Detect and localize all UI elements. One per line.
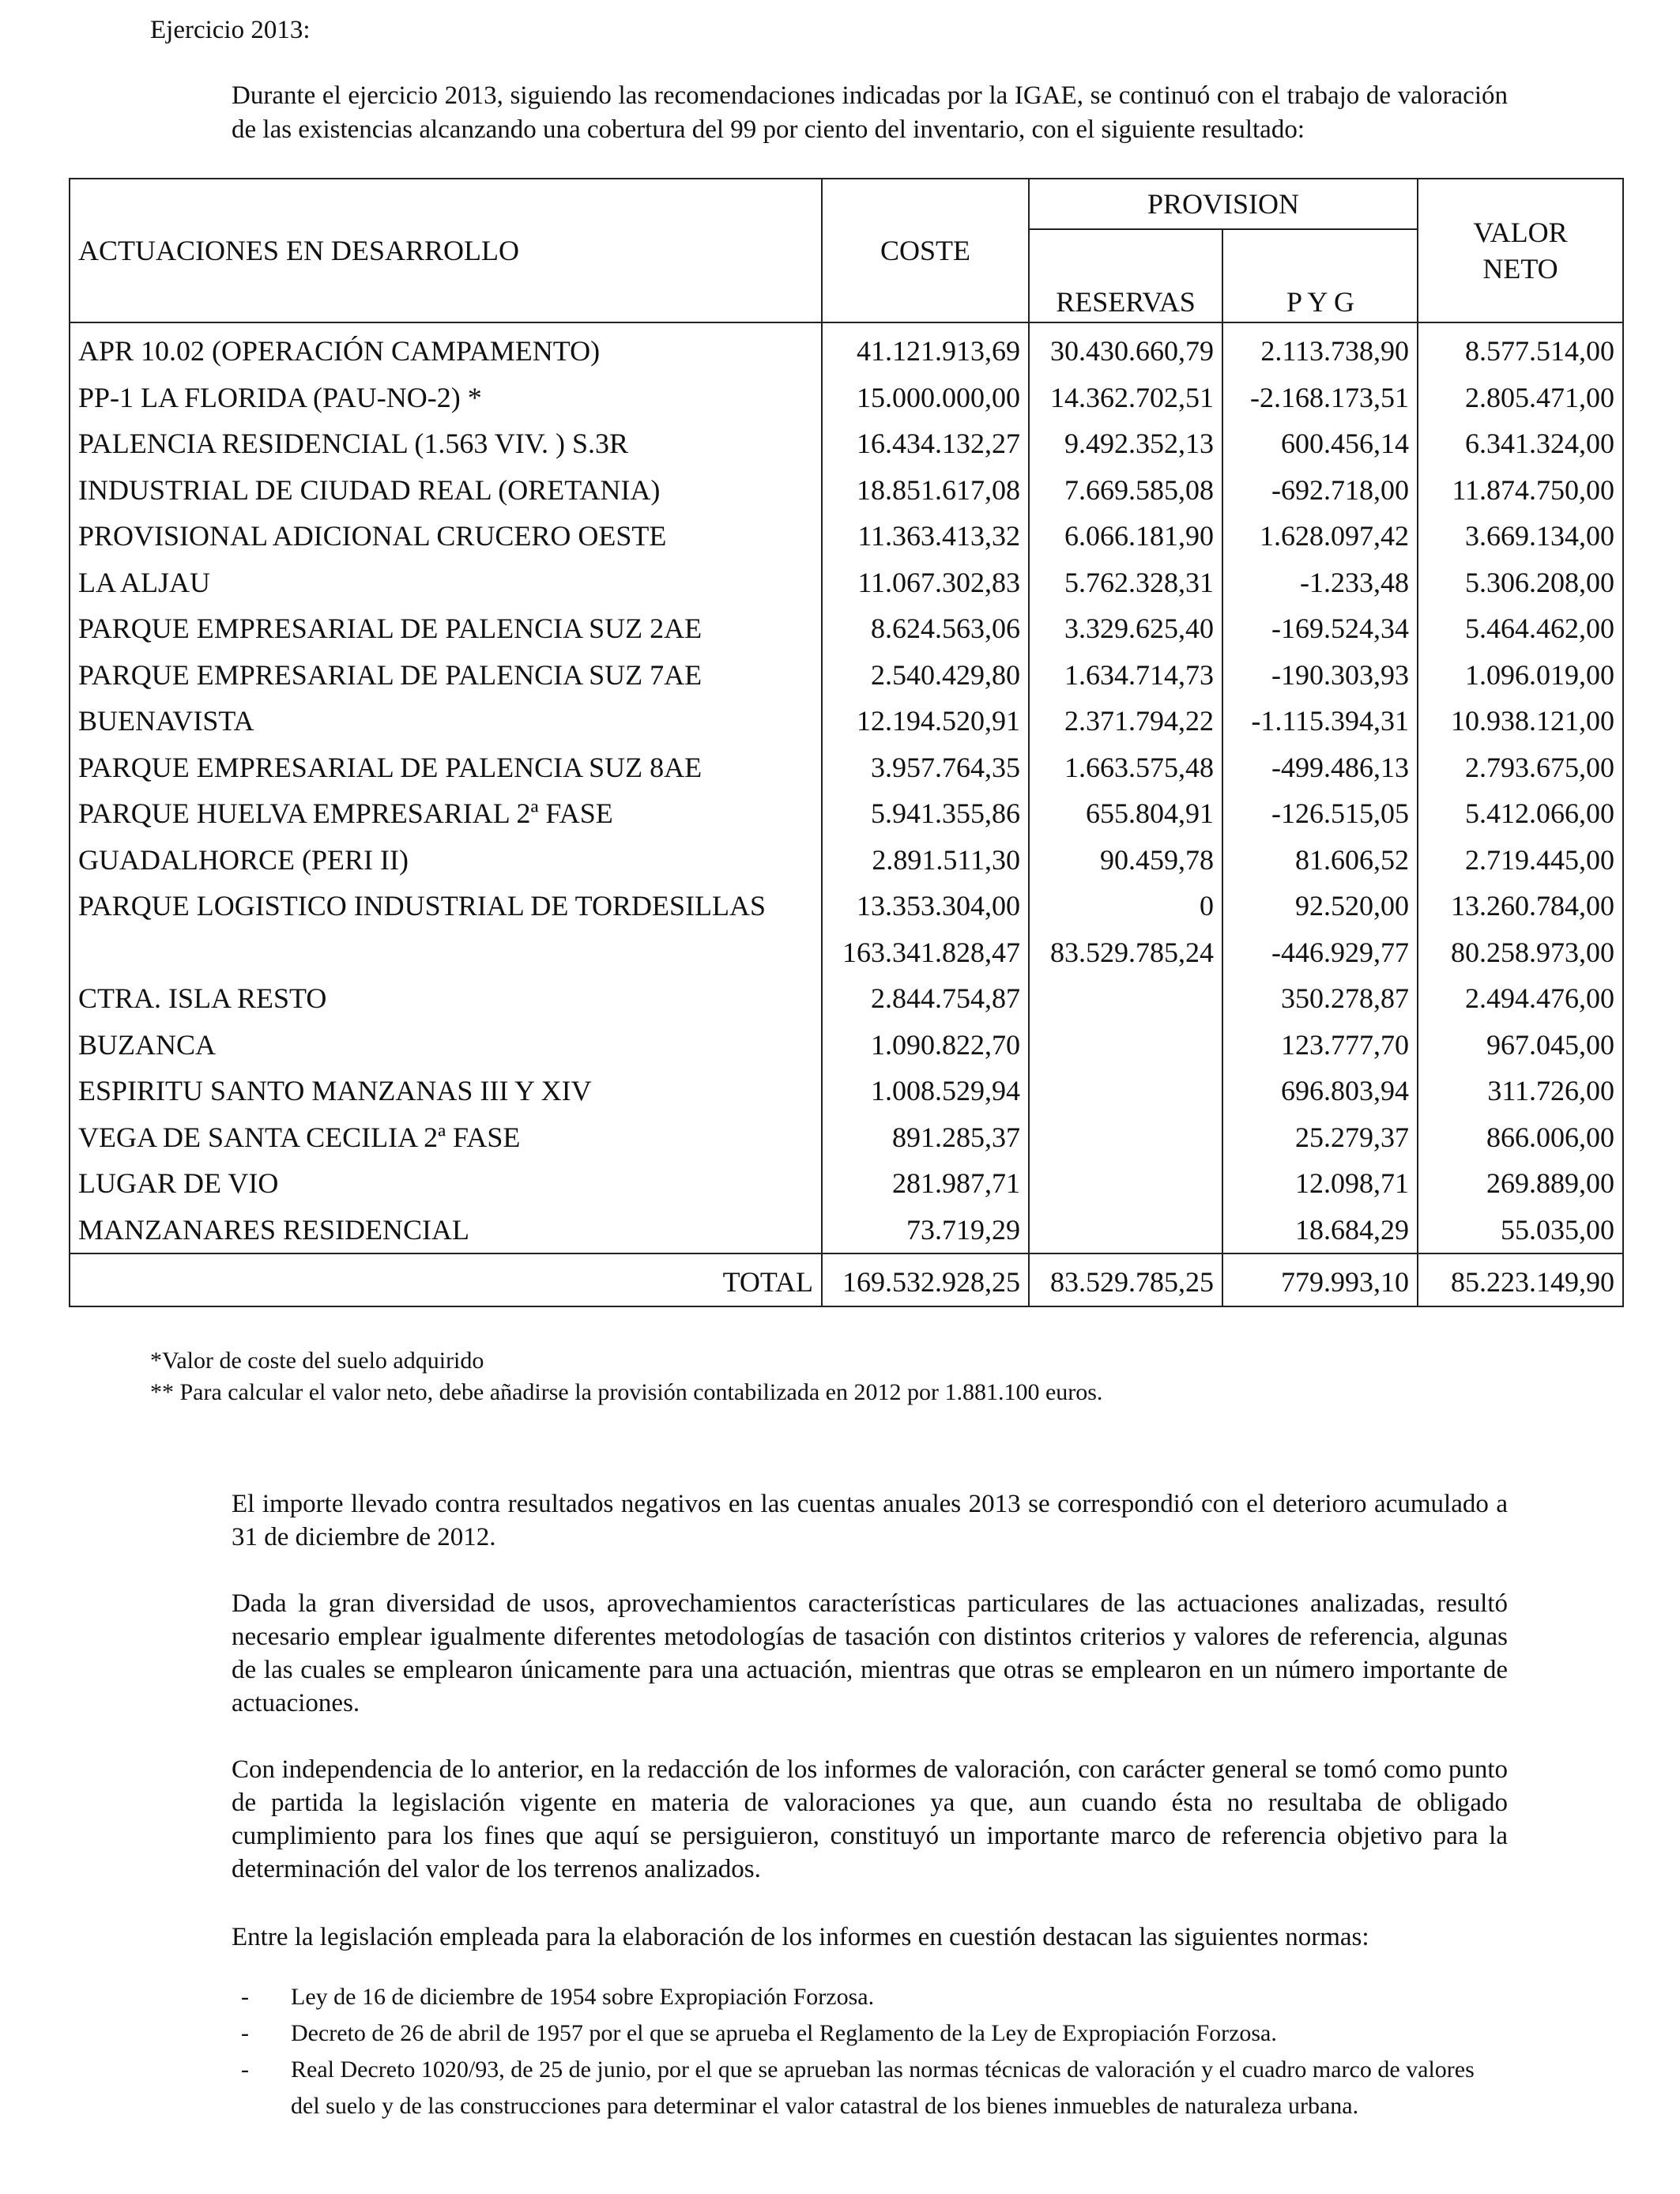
row-reservas: 83.529.785,24: [1029, 929, 1222, 976]
header-coste: COSTE: [822, 179, 1029, 322]
header-actuaciones: ACTUACIONES EN DESARROLLO: [70, 179, 822, 322]
row-pyg: 350.278,87: [1222, 975, 1418, 1022]
row-reservas: 7.669.585,08: [1029, 467, 1222, 514]
table-row: [70, 467, 1623, 514]
row-neto: 2.793.675,00: [1418, 745, 1623, 791]
row-pyg: 81.606,52: [1222, 837, 1418, 884]
row-coste: 73.719,29: [822, 1207, 1029, 1254]
table-row: [70, 1114, 1623, 1161]
row-pyg: -1.233,48: [1222, 560, 1418, 606]
row-coste: 15.000.000,00: [822, 375, 1029, 421]
row-reservas: [1029, 1160, 1222, 1207]
paragraph-2: Dada la gran diversidad de usos, aprovechamientos características particulares de las actuaciones analizadas, resultó necesario emplear igualmente diferentes metodologías de tasación con distintos criterios y valores de referencia, algunas de las cuales se emplearon únicamente para una actuación, mientras que otras se emplearon en un número importante de actuaciones.: [232, 1589, 1508, 1717]
list-item: [232, 2015, 1508, 2052]
table-row: [70, 560, 1623, 606]
row-neto: 3.669.134,00: [1418, 513, 1623, 560]
total-pyg: 779.993,10: [1222, 1253, 1418, 1306]
row-coste: 8.624.563,06: [822, 605, 1029, 652]
row-pyg: -169.524,34: [1222, 605, 1418, 652]
table-row: [70, 975, 1623, 1022]
row-name: INDUSTRIAL DE CIUDAD REAL (ORETANIA): [70, 467, 822, 514]
table-row: [70, 1207, 1623, 1254]
row-pyg: -692.718,00: [1222, 467, 1418, 514]
header-valor-neto-line1: VALOR: [1473, 217, 1568, 248]
row-pyg: 123.777,70: [1222, 1022, 1418, 1069]
row-name: LUGAR DE VIO: [70, 1160, 822, 1207]
row-reservas: 0: [1029, 883, 1222, 929]
row-reservas: 1.634.714,73: [1029, 652, 1222, 699]
paragraph-1: El importe llevado contra resultados negativos en las cuentas anuales 2013 se correspondió con el deterioro acumulado a 31 de diciembre de 2012.: [232, 1490, 1508, 1551]
row-reservas: 9.492.352,13: [1029, 420, 1222, 467]
row-neto: 5.306.208,00: [1418, 560, 1623, 606]
row-coste: 2.891.511,30: [822, 837, 1029, 884]
row-neto: 311.726,00: [1418, 1068, 1623, 1114]
row-neto: 2.494.476,00: [1418, 975, 1623, 1022]
table-row: [70, 790, 1623, 837]
row-name: PARQUE LOGISTICO INDUSTRIAL DE TORDESILLAS: [70, 883, 822, 929]
list-bullet: -: [241, 2056, 249, 2083]
row-pyg: 2.113.738,90: [1222, 322, 1418, 375]
total-neto: 85.223.149,90: [1418, 1253, 1623, 1306]
row-neto: 967.045,00: [1418, 1022, 1623, 1069]
list-bullet: -: [241, 2020, 249, 2046]
row-coste: 2.540.429,80: [822, 652, 1029, 699]
table-row: [70, 652, 1623, 699]
row-name: BUENAVISTA: [70, 698, 822, 745]
paragraph-4: Entre la legislación empleada para la elaboración de los informes en cuestión destacan las siguientes normas:: [232, 1923, 1369, 1951]
row-neto: 55.035,00: [1418, 1207, 1623, 1254]
row-pyg: -190.303,93: [1222, 652, 1418, 699]
table-row: [70, 605, 1623, 652]
row-name: CTRA. ISLA RESTO: [70, 975, 822, 1022]
table-row: [70, 929, 1623, 976]
table-row: [70, 883, 1623, 929]
row-reservas: [1029, 1022, 1222, 1069]
total-coste: 169.532.928,25: [822, 1253, 1029, 1306]
row-coste: 891.285,37: [822, 1114, 1029, 1161]
table-row: [70, 1022, 1623, 1069]
row-reservas: 3.329.625,40: [1029, 605, 1222, 652]
intro-paragraph: Durante el ejercicio 2013, siguiendo las recomendaciones indicadas por la IGAE, se continuó con el trabajo de valoración de las existencias alcanzando una cobertura del 99 por ciento del inventario, con el siguiente resultado:: [232, 81, 1508, 144]
row-name: GUADALHORCE (PERI II): [70, 837, 822, 884]
table-row: [70, 420, 1623, 467]
row-reservas: [1029, 1068, 1222, 1114]
row-neto: 6.341.324,00: [1418, 420, 1623, 467]
row-name: MANZANARES RESIDENCIAL: [70, 1207, 822, 1254]
footnote-1: *Valor de coste del suelo adquirido: [150, 1348, 484, 1374]
total-reservas: 83.529.785,25: [1029, 1253, 1222, 1306]
table-row: [70, 513, 1623, 560]
table-row: [70, 698, 1623, 745]
paragraph-3: Con independencia de lo anterior, en la redacción de los informes de valoración, con carácter general se tomó como punto de partida la legislación vigente en materia de valoraciones ya que, aun cuando ésta no resultaba de obligado cumplimiento para los fines que aquí se persiguieron, constituyó un importante marco de referencia objetivo para la determinación del valor de los terrenos analizados.: [232, 1755, 1508, 1883]
table-row: [70, 322, 1623, 375]
row-neto: 5.464.462,00: [1418, 605, 1623, 652]
list-item-text: Decreto de 26 de abril de 1957 por el que se aprueba el Reglamento de la Ley de Expropiación Forzosa.: [291, 2020, 1277, 2046]
table-row: [70, 1068, 1623, 1114]
row-name: PARQUE EMPRESARIAL DE PALENCIA SUZ 7AE: [70, 652, 822, 699]
row-coste: 16.434.132,27: [822, 420, 1029, 467]
row-coste: 41.121.913,69: [822, 322, 1029, 375]
row-pyg: 1.628.097,42: [1222, 513, 1418, 560]
row-neto: 2.805.471,00: [1418, 375, 1623, 421]
row-reservas: 1.663.575,48: [1029, 745, 1222, 791]
row-pyg: 25.279,37: [1222, 1114, 1418, 1161]
row-pyg: -2.168.173,51: [1222, 375, 1418, 421]
footnote-2: ** Para calcular el valor neto, debe añadirse la provisión contabilizada en 2012 por 1.881.100 euros.: [150, 1379, 1103, 1405]
header-pyg: P Y G: [1222, 229, 1418, 322]
row-name: BUZANCA: [70, 1022, 822, 1069]
row-neto: 5.412.066,00: [1418, 790, 1623, 837]
row-reservas: 5.762.328,31: [1029, 560, 1222, 606]
row-neto: 1.096.019,00: [1418, 652, 1623, 699]
row-reservas: 655.804,91: [1029, 790, 1222, 837]
table-row: [70, 1160, 1623, 1207]
legislation-list: [232, 1979, 1508, 2124]
row-name: PARQUE HUELVA EMPRESARIAL 2ª FASE: [70, 790, 822, 837]
row-name: ESPIRITU SANTO MANZANAS III Y XIV: [70, 1068, 822, 1114]
header-valor-neto-line2: NETO: [1482, 253, 1558, 285]
list-item: [232, 2052, 1508, 2124]
row-neto: 10.938.121,00: [1418, 698, 1623, 745]
row-pyg: -499.486,13: [1222, 745, 1418, 791]
list-item-text: Ley de 16 de diciembre de 1954 sobre Expropiación Forzosa.: [291, 1984, 875, 2010]
row-name: LA ALJAU: [70, 560, 822, 606]
row-name: PP-1 LA FLORIDA (PAU-NO-2) *: [70, 375, 822, 421]
row-name: [70, 929, 822, 976]
row-reservas: [1029, 1114, 1222, 1161]
row-neto: 80.258.973,00: [1418, 929, 1623, 976]
row-reservas: 90.459,78: [1029, 837, 1222, 884]
row-neto: 269.889,00: [1418, 1160, 1623, 1207]
row-name: PROVISIONAL ADICIONAL CRUCERO OESTE: [70, 513, 822, 560]
list-bullet: -: [241, 1984, 249, 2010]
page-heading: Ejercicio 2013:: [150, 16, 311, 44]
row-neto: 2.719.445,00: [1418, 837, 1623, 884]
row-pyg: 696.803,94: [1222, 1068, 1418, 1114]
row-coste: 11.363.413,32: [822, 513, 1029, 560]
row-reservas: 14.362.702,51: [1029, 375, 1222, 421]
row-reservas: 30.430.660,79: [1029, 322, 1222, 375]
row-neto: 11.874.750,00: [1418, 467, 1623, 514]
row-pyg: 600.456,14: [1222, 420, 1418, 467]
row-name: PARQUE EMPRESARIAL DE PALENCIA SUZ 8AE: [70, 745, 822, 791]
row-pyg: 92.520,00: [1222, 883, 1418, 929]
row-name: PALENCIA RESIDENCIAL (1.563 VIV. ) S.3R: [70, 420, 822, 467]
list-item: [232, 1979, 1508, 2015]
row-name: APR 10.02 (OPERACIÓN CAMPAMENTO): [70, 322, 822, 375]
row-neto: 8.577.514,00: [1418, 322, 1623, 375]
list-item-text: Real Decreto 1020/93, de 25 de junio, por el que se aprueban las normas técnicas de valoración y el cuadro marco de valores del suelo y de las construcciones para determinar el valor catastral de los bienes inmuebles de naturaleza urbana.: [291, 2056, 1475, 2119]
row-coste: 5.941.355,86: [822, 790, 1029, 837]
row-name: PARQUE EMPRESARIAL DE PALENCIA SUZ 2AE: [70, 605, 822, 652]
row-reservas: 2.371.794,22: [1029, 698, 1222, 745]
row-reservas: [1029, 1207, 1222, 1254]
row-pyg: -1.115.394,31: [1222, 698, 1418, 745]
row-reservas: [1029, 975, 1222, 1022]
row-coste: 1.008.529,94: [822, 1068, 1029, 1114]
table-row: [70, 375, 1623, 421]
row-reservas: 6.066.181,90: [1029, 513, 1222, 560]
row-pyg: 18.684,29: [1222, 1207, 1418, 1254]
row-pyg: 12.098,71: [1222, 1160, 1418, 1207]
total-label: TOTAL: [70, 1253, 822, 1306]
valuation-table: [69, 178, 1624, 1307]
row-coste: 281.987,71: [822, 1160, 1029, 1207]
row-pyg: -446.929,77: [1222, 929, 1418, 976]
row-coste: 2.844.754,87: [822, 975, 1029, 1022]
footnotes: [150, 1345, 1102, 1408]
table-body: [70, 322, 1623, 1253]
row-coste: 1.090.822,70: [822, 1022, 1029, 1069]
row-coste: 11.067.302,83: [822, 560, 1029, 606]
row-coste: 3.957.764,35: [822, 745, 1029, 791]
row-pyg: -126.515,05: [1222, 790, 1418, 837]
row-name: VEGA DE SANTA CECILIA 2ª FASE: [70, 1114, 822, 1161]
row-coste: 12.194.520,91: [822, 698, 1029, 745]
row-coste: 13.353.304,00: [822, 883, 1029, 929]
row-coste: 163.341.828,47: [822, 929, 1029, 976]
total-row: [70, 1253, 1623, 1306]
row-neto: 866.006,00: [1418, 1114, 1623, 1161]
table-row: [70, 745, 1623, 791]
row-neto: 13.260.784,00: [1418, 883, 1623, 929]
table-row: [70, 837, 1623, 884]
row-coste: 18.851.617,08: [822, 467, 1029, 514]
header-valor-neto: [1418, 179, 1623, 322]
header-reservas: RESERVAS: [1029, 229, 1222, 322]
header-provision: PROVISION: [1029, 179, 1418, 229]
